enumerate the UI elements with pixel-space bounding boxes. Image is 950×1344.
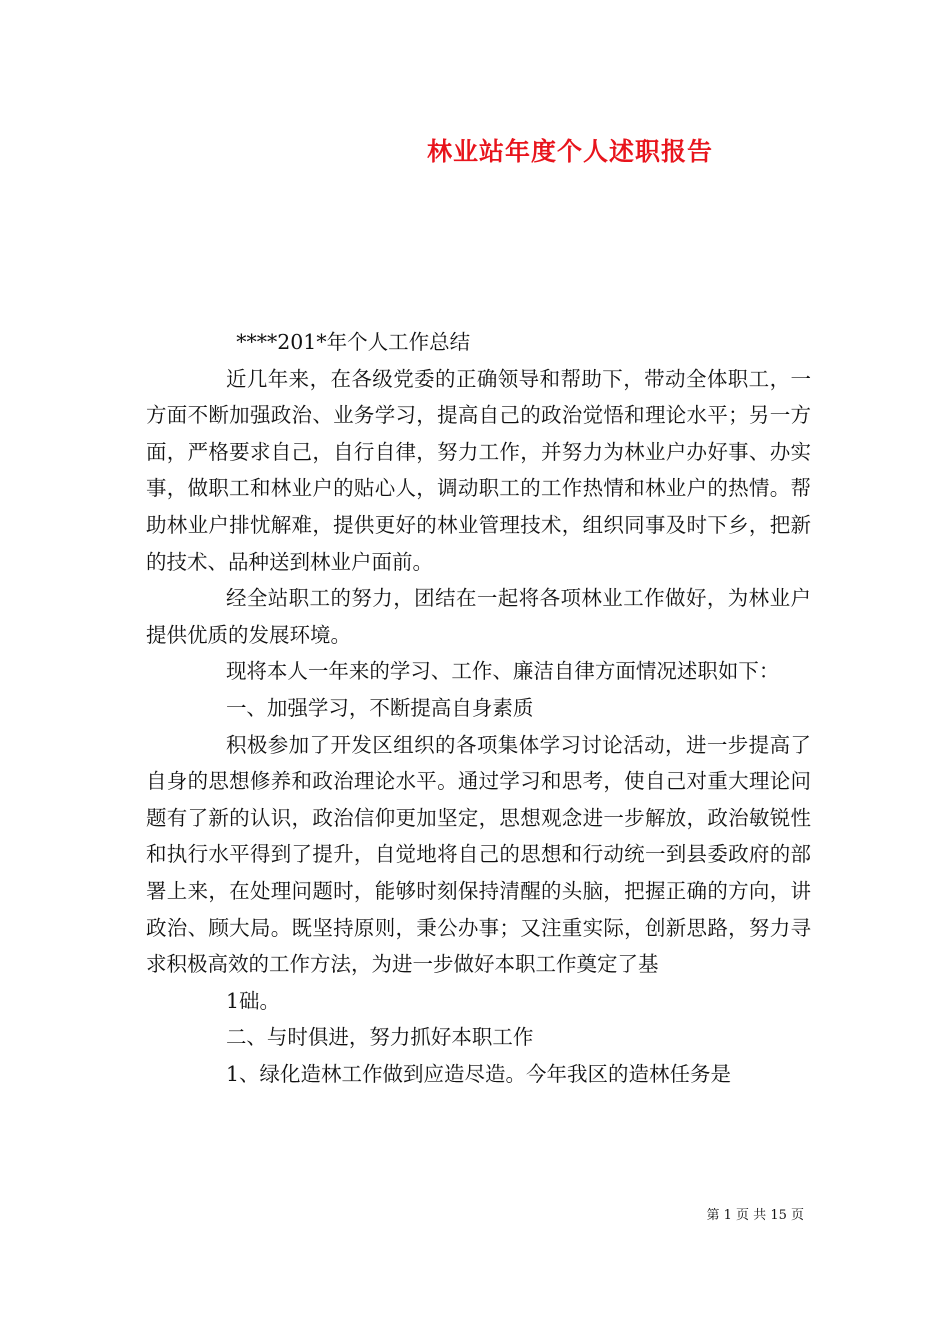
paragraph-continuation: 1础。 [225,988,280,1013]
paragraph-team-effort: 经全站职工的努力，团结在一起将各项林业工作做好，为林业户提供优质的发展环境。 [146,586,811,647]
section-heading-work: 二、与时俱进，努力抓好本职工作 [225,1025,534,1050]
paragraph-report-lead: 现将本人一年来的学习、工作、廉洁自律方面情况述职如下： [225,659,780,684]
summary-heading: ****201*年个人工作总结 [236,330,471,354]
paragraph-study: 积极参加了开发区组织的各项集体学习讨论活动，进一步提高了自身的思想修养和政治理论水平。通过学习和思考，使自己对重大理论问题有了新的认识，政治信仰更加坚定，思想观念进一步解放，政治敏锐性和执行水平得到了提升，自觉地将自己的思想和行动统一到县委政府的部署上来，在处理问题时，能够时刻保持清醒的头脑，把握正确的方向，讲政治、顾大局。既坚持原则，秉公办事；又注重实际，创新思路，努力寻求积极高效的工作方法，为进一步做好本职工作奠定了基 [146,732,811,977]
page-number: 第 1 页 共 15 页 [706,1208,804,1223]
page-title: 林业站年度个人述职报告 [426,137,713,166]
document-body [146,324,811,1092]
paragraph-intro: 近几年来，在各级党委的正确领导和帮助下，带动全体职工，一方面不断加强政治、业务学习，提高自己的政治觉悟和理论水平；另一方面，严格要求自己，自行自律，努力工作，并努力为林业户办好事、办实事，做职工和林业户的贴心人，调动职工的工作热情和林业户的热情。帮助林业户排忧解难，提供更好的林业管理技术，组织同事及时下乡，把新的技术、品种送到林业户面前。 [146,366,811,574]
paragraph-afforestation: 1、绿化造林工作做到应造尽造。今年我区的造林任务是 [225,1061,731,1086]
section-heading-study: 一、加强学习，不断提高自身素质 [225,695,534,720]
